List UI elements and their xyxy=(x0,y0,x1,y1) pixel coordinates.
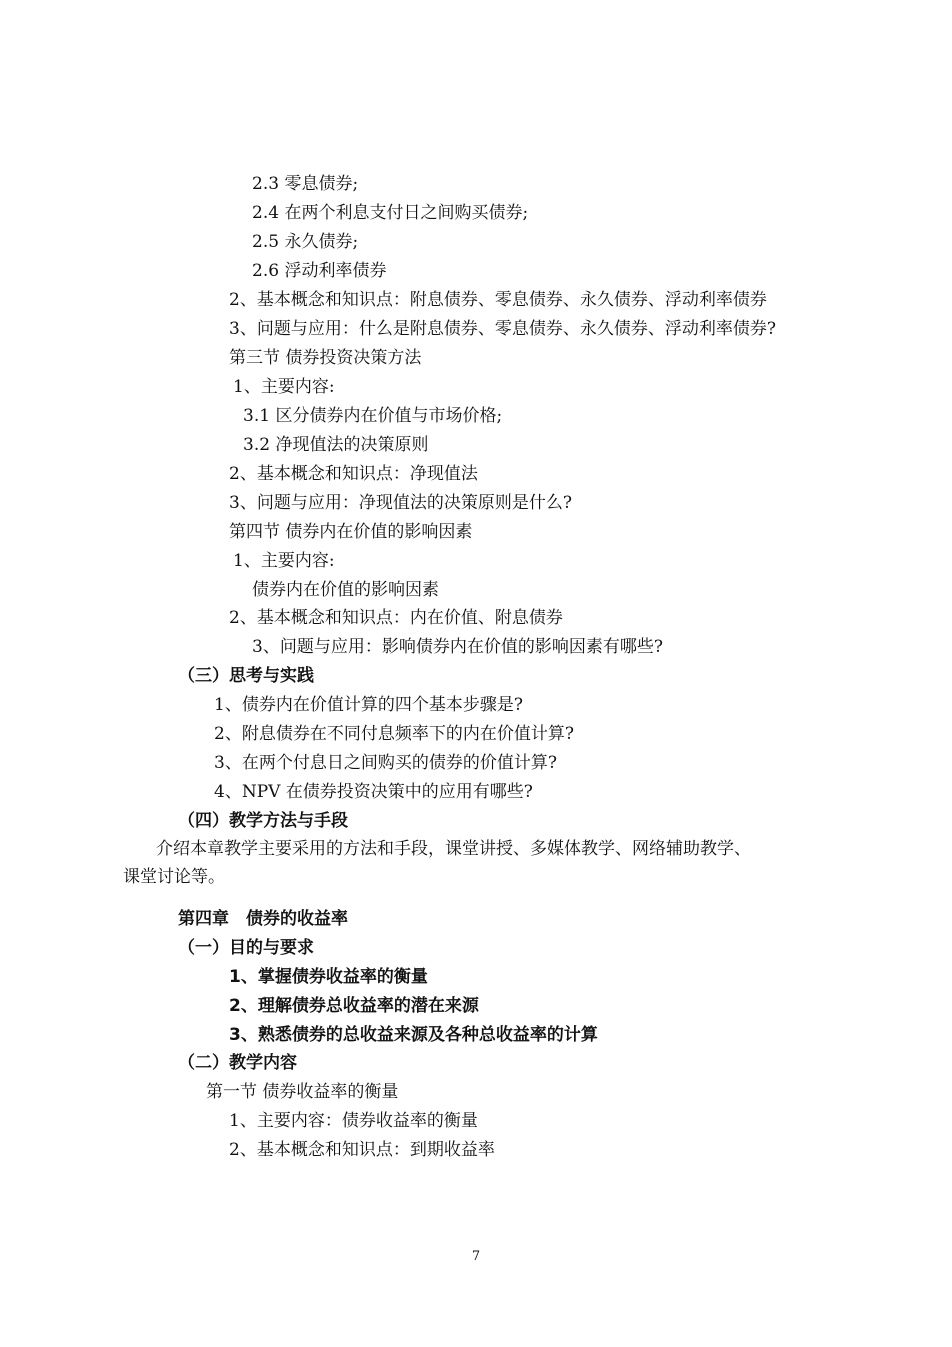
list-item: 3、在两个付息日之间购买的债券的价值计算? xyxy=(214,753,557,773)
text-line: 2、基本概念和知识点：内在价值、附息债券 xyxy=(229,608,563,628)
text-line: 2、基本概念和知识点：附息债券、零息债券、永久债券、浮动利率债券 xyxy=(229,290,767,310)
text-line: 2.3 零息债券; xyxy=(252,174,359,194)
text-line: 3、问题与应用：什么是附息债券、零息债券、永久债券、浮动利率债券? xyxy=(229,319,776,339)
goal-item: 2、理解债券总收益率的潜在来源 xyxy=(229,996,479,1016)
page-number: 7 xyxy=(471,1249,481,1264)
section-heading: 第一节 债券收益率的衡量 xyxy=(206,1082,399,1102)
goal-item: 3、熟悉债券的总收益来源及各种总收益率的计算 xyxy=(229,1025,598,1045)
text-line: 1、主要内容: xyxy=(233,551,335,571)
paragraph-line: 介绍本章教学主要采用的方法和手段，课堂讲授、多媒体教学、网络辅助教学、 xyxy=(156,839,751,859)
text-line: 2、基本概念和知识点：到期收益率 xyxy=(229,1140,495,1160)
text-line: 1、主要内容：债券收益率的衡量 xyxy=(229,1111,478,1131)
paragraph-line: 课堂讨论等。 xyxy=(123,867,225,887)
subsection-heading: （四）教学方法与手段 xyxy=(178,811,348,831)
text-line: 3.2 净现值法的决策原则 xyxy=(243,435,429,455)
text-line: 1、主要内容: xyxy=(233,377,335,397)
text-line: 3、问题与应用：影响债券内在价值的影响因素有哪些? xyxy=(252,637,663,657)
section-heading: 第三节 债券投资决策方法 xyxy=(229,348,422,368)
text-line: 3.1 区分债券内在价值与市场价格; xyxy=(243,406,503,426)
subsection-heading: （二）教学内容 xyxy=(178,1053,297,1073)
list-item: 1、债券内在价值计算的四个基本步骤是? xyxy=(214,695,523,715)
text-line: 2.4 在两个利息支付日之间购买债券; xyxy=(252,203,529,223)
subsection-heading: （一）目的与要求 xyxy=(178,938,314,958)
text-line: 债券内在价值的影响因素 xyxy=(252,580,439,600)
text-line: 2.5 永久债券; xyxy=(252,232,359,252)
section-heading: 第四节 债券内在价值的影响因素 xyxy=(229,522,473,542)
list-item: 2、附息债券在不同付息频率下的内在价值计算? xyxy=(214,724,574,744)
text-line: 2.6 浮动利率债券 xyxy=(252,261,387,281)
goal-item: 1、掌握债券收益率的衡量 xyxy=(229,967,428,987)
list-item: 4、NPV 在债券投资决策中的应用有哪些? xyxy=(214,782,533,802)
text-line: 2、基本概念和知识点：净现值法 xyxy=(229,464,478,484)
chapter-title: 第四章 债券的收益率 xyxy=(178,909,348,929)
subsection-heading: （三）思考与实践 xyxy=(178,666,314,686)
text-line: 3、问题与应用：净现值法的决策原则是什么? xyxy=(229,493,572,513)
